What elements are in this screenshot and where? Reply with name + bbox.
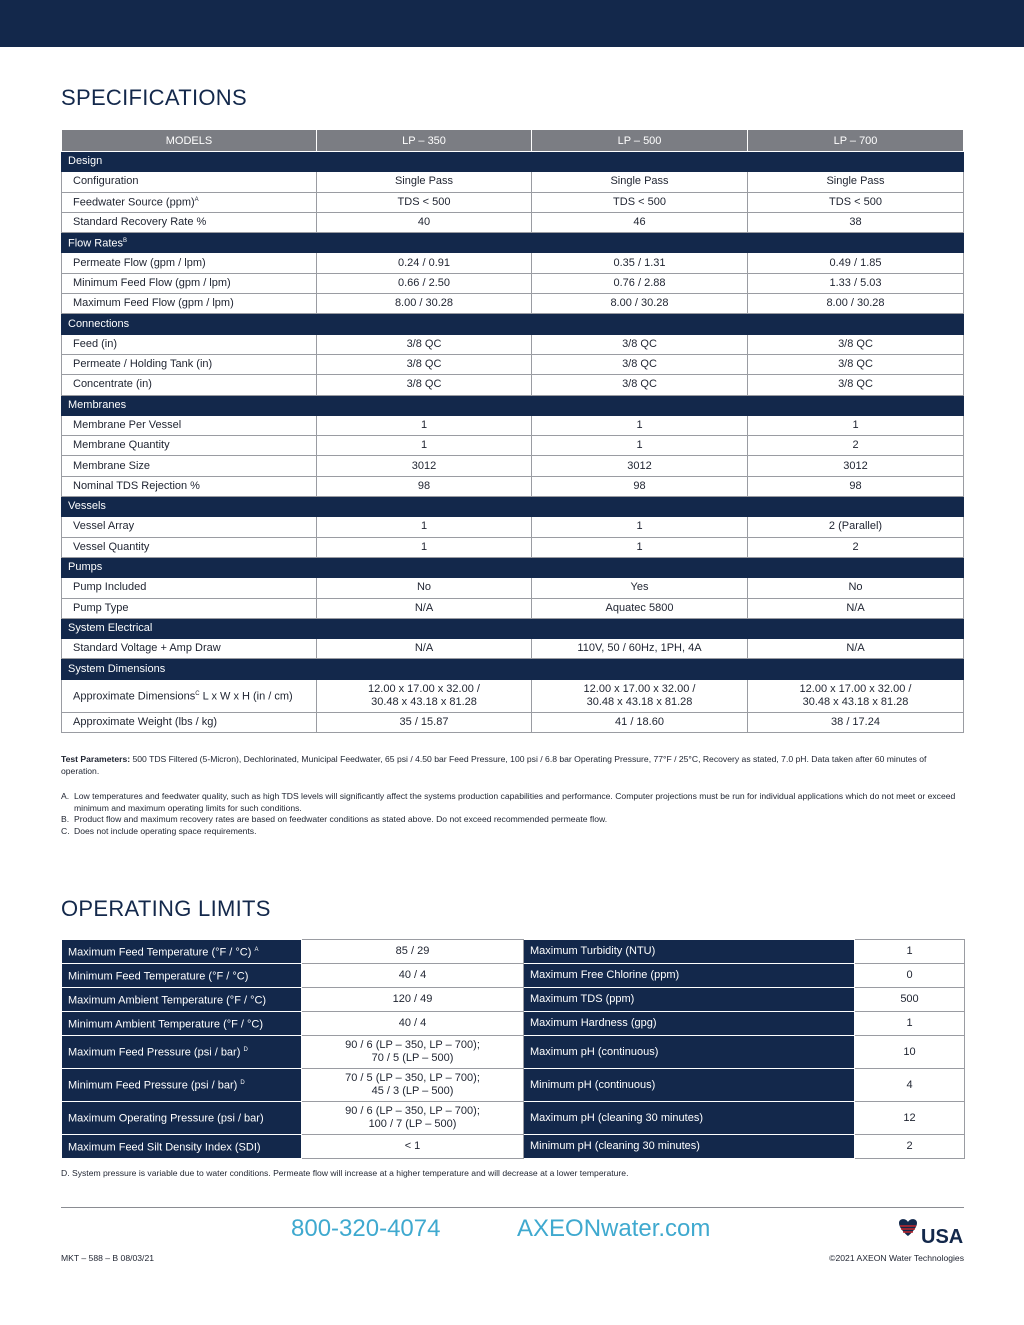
cell: 12.00 x 17.00 x 32.00 / 30.48 x 43.18 x 81.28	[317, 679, 532, 712]
cell: 2	[748, 436, 964, 456]
table-row	[62, 639, 964, 659]
cell: 38 / 17.24	[748, 712, 964, 732]
operating-limits-title: OPERATING LIMITS	[61, 896, 271, 921]
limit-label: Maximum pH (continuous)	[524, 1036, 855, 1069]
cell: Single Pass	[748, 172, 964, 192]
cell: N/A	[317, 639, 532, 659]
section-row-membranes	[62, 395, 964, 415]
table-row	[62, 517, 964, 537]
limit-value: 85 / 29	[302, 940, 524, 964]
table-row	[62, 712, 964, 732]
limit-label: Minimum Ambient Temperature (°F / °C)	[62, 1012, 302, 1036]
cell: 3012	[532, 456, 748, 476]
limit-value: 10	[855, 1036, 965, 1069]
cell: N/A	[748, 598, 964, 618]
cell: 0.35 / 1.31	[532, 253, 748, 273]
table-row	[62, 456, 964, 476]
cell: 98	[748, 476, 964, 496]
row-label: Feedwater Source (ppm)$^A$	[62, 192, 317, 212]
row-label: Concentrate (in)	[62, 375, 317, 395]
section-label: Pumps	[62, 557, 964, 577]
section-label: Membranes	[62, 395, 964, 415]
footnote-b: B. Product flow and maximum recovery rates are based on feedwater conditions as stated above. Do not exceed recommended permeate flow.	[61, 814, 608, 824]
limit-value: 120 / 49	[302, 988, 524, 1012]
cell: 3/8 QC	[317, 375, 532, 395]
table-row	[62, 964, 965, 988]
cell: 0.24 / 0.91	[317, 253, 532, 273]
section-row-electrical	[62, 618, 964, 638]
section-label: Vessels	[62, 497, 964, 517]
header-lp500: LP – 500	[532, 130, 748, 152]
specifications-title: SPECIFICATIONS	[61, 85, 247, 110]
top-banner	[0, 0, 1024, 47]
table-row	[62, 578, 964, 598]
cell: 0.66 / 2.50	[317, 273, 532, 293]
section-row-pumps	[62, 557, 964, 577]
limit-label: Maximum Feed Pressure (psi / bar) $^D$	[62, 1036, 302, 1069]
section-row-connections	[62, 314, 964, 334]
cell: 3012	[748, 456, 964, 476]
cell: 8.00 / 30.28	[748, 294, 964, 314]
limit-label: Minimum Feed Pressure (psi / bar) $^D$	[62, 1069, 302, 1102]
table-row	[62, 1135, 965, 1159]
row-label: Permeate / Holding Tank (in)	[62, 354, 317, 374]
section-label: Design	[62, 152, 964, 172]
cell: 12.00 x 17.00 x 32.00 / 30.48 x 43.18 x 81.28	[532, 679, 748, 712]
cell: 35 / 15.87	[317, 712, 532, 732]
table-row	[62, 1012, 965, 1036]
limit-value: 2	[855, 1135, 965, 1159]
limit-value: 90 / 6 (LP – 350, LP – 700); 100 / 7 (LP – 500)	[302, 1102, 524, 1135]
heart-flag-icon	[899, 1219, 917, 1236]
website-link[interactable]: AXEONwater.com	[517, 1215, 711, 1242]
limit-value: 40 / 4	[302, 964, 524, 988]
row-label: Membrane Size	[62, 456, 317, 476]
cell: 3/8 QC	[532, 334, 748, 354]
cell: 1	[532, 537, 748, 557]
cell: No	[748, 578, 964, 598]
cell: Single Pass	[532, 172, 748, 192]
section-row-dimensions	[62, 659, 964, 679]
cell: 0.49 / 1.85	[748, 253, 964, 273]
cell: 1	[748, 415, 964, 435]
limit-value: 500	[855, 988, 965, 1012]
cell: 1	[532, 436, 748, 456]
limit-label: Maximum Operating Pressure (psi / bar)	[62, 1102, 302, 1135]
footnote-c: C. Does not include operating space requirements.	[61, 825, 257, 836]
cell: 46	[532, 212, 748, 232]
section-row-flow-rates	[62, 233, 964, 253]
table-row	[62, 940, 965, 964]
copyright: ©2021 AXEON Water Technologies	[829, 1253, 964, 1263]
row-label: Minimum Feed Flow (gpm / lpm)	[62, 273, 317, 293]
limit-label: Maximum pH (cleaning 30 minutes)	[524, 1102, 855, 1135]
cell: 2 (Parallel)	[748, 517, 964, 537]
table-row	[62, 598, 964, 618]
cell: 2	[748, 537, 964, 557]
limit-label: Maximum Feed Silt Density Index (SDI)	[62, 1135, 302, 1159]
cell: Yes	[532, 578, 748, 598]
row-label: Approximate Dimensions$^C$ L x W x H (in / cm)	[62, 679, 317, 712]
table-row	[62, 375, 964, 395]
cell: 3/8 QC	[317, 354, 532, 374]
row-label: Vessel Array	[62, 517, 317, 537]
cell: 1	[532, 415, 748, 435]
cell: 8.00 / 30.28	[317, 294, 532, 314]
cell: Single Pass	[317, 172, 532, 192]
table-row	[62, 212, 964, 232]
table-row	[62, 273, 964, 293]
footnote-d: D. System pressure is variable due to water conditions. Permeate flow will increase at a higher temperature and will decrease at a lower temperature.	[61, 1168, 629, 1178]
row-label: Approximate Weight (lbs / kg)	[62, 712, 317, 732]
cell: 1	[317, 537, 532, 557]
cell: 40	[317, 212, 532, 232]
section-row-vessels	[62, 497, 964, 517]
row-label: Feed (in)	[62, 334, 317, 354]
table-row	[62, 436, 964, 456]
cell: 3/8 QC	[532, 375, 748, 395]
limit-label: Maximum Feed Temperature (°F / °C) $^A$	[62, 940, 302, 964]
header-lp700: LP – 700	[748, 130, 964, 152]
cell: 3/8 QC	[748, 354, 964, 374]
cell: 1	[317, 517, 532, 537]
row-label: Membrane Quantity	[62, 436, 317, 456]
cell: 110V, 50 / 60Hz, 1PH, 4A	[532, 639, 748, 659]
usa-logo-text: USA	[921, 1226, 964, 1248]
header-models: MODELS	[62, 130, 317, 152]
document-code: MKT – 588 – B 08/03/21	[61, 1253, 155, 1263]
row-label: Pump Included	[62, 578, 317, 598]
cell: 1.33 / 5.03	[748, 273, 964, 293]
table-row	[62, 679, 964, 712]
cell: 3/8 QC	[748, 375, 964, 395]
cell: 41 / 18.60	[532, 712, 748, 732]
limit-value: 12	[855, 1102, 965, 1135]
cell: No	[317, 578, 532, 598]
section-row-design	[62, 152, 964, 172]
section-label: System Dimensions	[62, 659, 964, 679]
limit-value: 70 / 5 (LP – 350, LP – 700); 45 / 3 (LP – 500)	[302, 1069, 524, 1102]
cell: N/A	[317, 598, 532, 618]
table-row	[62, 537, 964, 557]
row-label: Pump Type	[62, 598, 317, 618]
limit-label: Minimum pH (continuous)	[524, 1069, 855, 1102]
limit-value: 4	[855, 1069, 965, 1102]
table-row	[62, 192, 964, 212]
row-label: Permeate Flow (gpm / lpm)	[62, 253, 317, 273]
cell: 0.76 / 2.88	[532, 273, 748, 293]
table-row	[62, 1036, 965, 1069]
table-row	[62, 988, 965, 1012]
section-label: Connections	[62, 314, 964, 334]
row-label: Vessel Quantity	[62, 537, 317, 557]
cell: 98	[532, 476, 748, 496]
cell: 98	[317, 476, 532, 496]
cell: TDS < 500	[748, 192, 964, 212]
cell: TDS < 500	[532, 192, 748, 212]
row-label: Membrane Per Vessel	[62, 415, 317, 435]
limit-label: Maximum Turbidity (NTU)	[524, 940, 855, 964]
cell: Aquatec 5800	[532, 598, 748, 618]
cell: 3012	[317, 456, 532, 476]
limit-label: Maximum Hardness (gpg)	[524, 1012, 855, 1036]
test-parameters: Test Parameters: 500 TDS Filtered (5-Micron), Dechlorinated, Municipal Feedwater, 65 psi / 4.50 bar Feed Pressure, 100 psi / 6.8 bar Operating Pressure, 77°F / 25°C, Recovery as stated, 7.0 pH. Data taken after 60 minutes of operation.	[61, 754, 927, 776]
row-label: Maximum Feed Flow (gpm / lpm)	[62, 294, 317, 314]
cell: 1	[532, 517, 748, 537]
limit-value: 0	[855, 964, 965, 988]
limit-label: Maximum TDS (ppm)	[524, 988, 855, 1012]
row-label: Standard Recovery Rate %	[62, 212, 317, 232]
operating-limits-table	[61, 939, 965, 1159]
phone-number-link[interactable]: 800-320-4074	[291, 1215, 441, 1242]
cell: 38	[748, 212, 964, 232]
row-label: Nominal TDS Rejection %	[62, 476, 317, 496]
table-row	[62, 334, 964, 354]
usa-logo	[895, 1217, 965, 1251]
row-label: Standard Voltage + Amp Draw	[62, 639, 317, 659]
table-row	[62, 476, 964, 496]
footnote-a: A. Low temperatures and feedwater quality, such as high TDS levels will significantly affect the systems production capabilities and performance. Computer projections must be run for individual applications which do not meet or exceed minimum and maximum operating limits for such conditions.	[61, 791, 956, 813]
cell: 3/8 QC	[317, 334, 532, 354]
limit-value: 40 / 4	[302, 1012, 524, 1036]
section-label: Flow Rates$^B$	[62, 233, 964, 253]
cell: TDS < 500	[317, 192, 532, 212]
table-row	[62, 1102, 965, 1135]
section-label: System Electrical	[62, 618, 964, 638]
table-row	[62, 294, 964, 314]
row-label: Configuration	[62, 172, 317, 192]
limit-label: Minimum pH (cleaning 30 minutes)	[524, 1135, 855, 1159]
limit-label: Maximum Ambient Temperature (°F / °C)	[62, 988, 302, 1012]
specifications-table	[61, 129, 964, 733]
limit-label: Maximum Free Chlorine (ppm)	[524, 964, 855, 988]
table-row	[62, 253, 964, 273]
table-row	[62, 1069, 965, 1102]
limit-label: Minimum Feed Temperature (°F / °C)	[62, 964, 302, 988]
header-lp350: LP – 350	[317, 130, 532, 152]
table-row	[62, 415, 964, 435]
cell: 1	[317, 415, 532, 435]
cell: 12.00 x 17.00 x 32.00 / 30.48 x 43.18 x 81.28	[748, 679, 964, 712]
cell: 3/8 QC	[532, 354, 748, 374]
limit-value: 1	[855, 940, 965, 964]
limit-value: 1	[855, 1012, 965, 1036]
table-row	[62, 354, 964, 374]
cell: N/A	[748, 639, 964, 659]
limit-value: < 1	[302, 1135, 524, 1159]
cell: 1	[317, 436, 532, 456]
footer-divider	[61, 1207, 964, 1208]
cell: 3/8 QC	[748, 334, 964, 354]
table-header-row	[62, 130, 964, 152]
cell: 8.00 / 30.28	[532, 294, 748, 314]
footnotes-list	[61, 791, 961, 837]
table-row	[62, 172, 964, 192]
limit-value: 90 / 6 (LP – 350, LP – 700); 70 / 5 (LP – 500)	[302, 1036, 524, 1069]
